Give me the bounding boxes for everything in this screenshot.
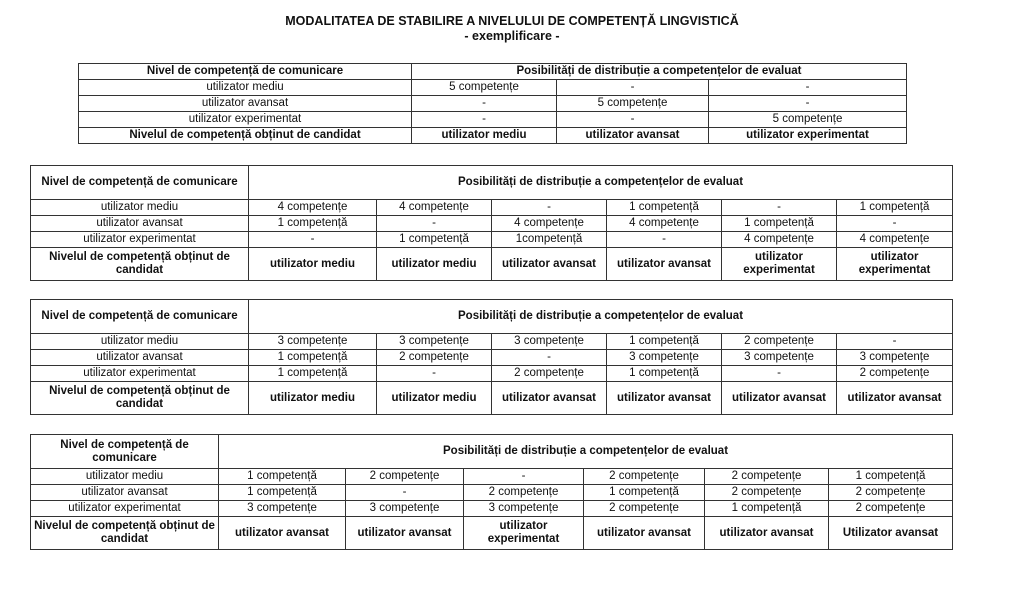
result-cell: utilizator experimentat (709, 128, 907, 144)
result-label: Nivelul de competență obținut de candidat (31, 382, 249, 415)
result-cell: utilizator avansat (492, 248, 607, 281)
result-cell: utilizator mediu (412, 128, 557, 144)
title-line-1: MODALITATEA DE STABILIRE A NIVELULUI DE COMPETENȚĂ LINGVISTICĂ (285, 14, 739, 28)
row-label: utilizator experimentat (31, 501, 219, 517)
table-row (31, 366, 953, 382)
table-cell: 2 competențe (722, 334, 837, 350)
result-row (31, 248, 953, 281)
table-cell: 1 competență (607, 200, 722, 216)
result-row (31, 517, 953, 550)
table-cell: 1 competență (829, 469, 953, 485)
table4-header-distribution: Posibilități de distribuție a competențelor de evaluat (219, 435, 953, 469)
row-label: utilizator avansat (31, 350, 249, 366)
table-cell: - (412, 96, 557, 112)
table-example-3 (30, 299, 953, 415)
row-label: utilizator experimentat (79, 112, 412, 128)
table-cell: 1 competență (722, 216, 837, 232)
table-cell: 1 competență (249, 216, 377, 232)
table-cell: 1 competență (249, 366, 377, 382)
row-label: utilizator experimentat (31, 366, 249, 382)
table-cell: 2 competențe (705, 469, 829, 485)
table-cell: 5 competențe (557, 96, 709, 112)
table-row (79, 112, 907, 128)
result-cell: utilizator avansat (607, 382, 722, 415)
result-cell: utilizator experimentat (722, 248, 837, 281)
result-cell: utilizator experimentat (464, 517, 584, 550)
result-cell: utilizator avansat (607, 248, 722, 281)
table-cell: 1 competență (377, 232, 492, 248)
table3-header-distribution: Posibilități de distribuție a competențelor de evaluat (249, 300, 953, 334)
table-cell: 2 competențe (837, 366, 953, 382)
result-cell: utilizator avansat (492, 382, 607, 415)
table-cell: - (709, 96, 907, 112)
table-cell: 2 competențe (829, 501, 953, 517)
table-cell: 1 competență (249, 350, 377, 366)
row-label: utilizator mediu (79, 80, 412, 96)
row-label: utilizator avansat (31, 485, 219, 501)
table-cell: - (492, 350, 607, 366)
table-cell: 1 competență (584, 485, 705, 501)
table-cell: 3 competențe (722, 350, 837, 366)
table-cell: 1 competență (219, 469, 346, 485)
table1-header-distribution: Posibilități de distribuție a competențelor de evaluat (412, 64, 907, 80)
table-cell: 3 competențe (837, 350, 953, 366)
table-cell: 4 competențe (837, 232, 953, 248)
table-example-4 (30, 434, 953, 550)
table4-header-level: Nivel de competență de comunicare (31, 435, 219, 469)
result-cell: Utilizator avansat (829, 517, 953, 550)
table-cell: - (557, 80, 709, 96)
result-row (79, 128, 907, 144)
table-row (31, 200, 953, 216)
row-label: utilizator avansat (31, 216, 249, 232)
table-cell: 3 competențe (346, 501, 464, 517)
result-cell: utilizator avansat (584, 517, 705, 550)
row-label: utilizator mediu (31, 469, 219, 485)
table-row (31, 232, 953, 248)
table-example-1 (78, 63, 907, 144)
row-label: utilizator avansat (79, 96, 412, 112)
result-cell: utilizator avansat (557, 128, 709, 144)
table-cell: 4 competențe (249, 200, 377, 216)
table-cell: - (492, 200, 607, 216)
table-cell: - (837, 334, 953, 350)
table-cell: - (837, 216, 953, 232)
table-cell: - (464, 469, 584, 485)
result-label: Nivelul de competență obținut de candidat (31, 248, 249, 281)
table1-header-level: Nivel de competență de comunicare (79, 64, 412, 80)
table-cell: - (557, 112, 709, 128)
table-cell: 2 competențe (346, 469, 464, 485)
table-cell: - (709, 80, 907, 96)
title-line-2: - exemplificare - (464, 29, 560, 43)
table-cell: - (412, 112, 557, 128)
result-cell: utilizator avansat (219, 517, 346, 550)
table-cell: - (607, 232, 722, 248)
table-cell: 4 competențe (607, 216, 722, 232)
table-row (79, 96, 907, 112)
table-cell: 3 competențe (219, 501, 346, 517)
result-cell: utilizator avansat (837, 382, 953, 415)
table-row (31, 485, 953, 501)
table-cell: 2 competențe (464, 485, 584, 501)
table-row (31, 501, 953, 517)
table-row (31, 350, 953, 366)
table-cell: - (346, 485, 464, 501)
row-label: utilizator mediu (31, 200, 249, 216)
result-cell: utilizator avansat (346, 517, 464, 550)
table-cell: 3 competențe (249, 334, 377, 350)
table2-header-level: Nivel de competență de comunicare (31, 166, 249, 200)
table-cell: 2 competențe (584, 469, 705, 485)
result-cell: utilizator avansat (705, 517, 829, 550)
table-row (31, 334, 953, 350)
result-cell: utilizator mediu (249, 248, 377, 281)
table-cell: 1 competență (705, 501, 829, 517)
table-cell: 4 competențe (722, 232, 837, 248)
result-cell: utilizator mediu (377, 382, 492, 415)
table2-header-distribution: Posibilități de distribuție a competențelor de evaluat (249, 166, 953, 200)
table-cell: 2 competențe (377, 350, 492, 366)
table-cell: 1 competență (219, 485, 346, 501)
result-cell: utilizator mediu (249, 382, 377, 415)
table-cell: 2 competențe (705, 485, 829, 501)
table-cell: 1 competență (607, 334, 722, 350)
table-cell: 3 competențe (377, 334, 492, 350)
table-cell: 1 competență (837, 200, 953, 216)
table-cell: - (722, 200, 837, 216)
table-cell: - (722, 366, 837, 382)
row-label: utilizator mediu (31, 334, 249, 350)
table-cell: - (377, 216, 492, 232)
result-row (31, 382, 953, 415)
result-label: Nivelul de competență obținut de candidat (79, 128, 412, 144)
table-example-2 (30, 165, 953, 281)
table-cell: - (377, 366, 492, 382)
result-cell: utilizator mediu (377, 248, 492, 281)
table3-header-level: Nivel de competență de comunicare (31, 300, 249, 334)
result-cell: utilizator experimentat (837, 248, 953, 281)
result-cell: utilizator avansat (722, 382, 837, 415)
table-row (31, 469, 953, 485)
table-cell: 1competență (492, 232, 607, 248)
table-cell: 2 competențe (492, 366, 607, 382)
table-cell: 3 competențe (492, 334, 607, 350)
row-label: utilizator experimentat (31, 232, 249, 248)
result-label: Nivelul de competență obținut de candidat (31, 517, 219, 550)
page-title (0, 14, 1024, 44)
table-cell: 2 competențe (584, 501, 705, 517)
table-row (31, 216, 953, 232)
table-row (79, 80, 907, 96)
table-cell: 2 competențe (829, 485, 953, 501)
table-cell: 3 competențe (607, 350, 722, 366)
table-cell: 5 competențe (709, 112, 907, 128)
table-cell: 4 competențe (377, 200, 492, 216)
table-cell: 4 competențe (492, 216, 607, 232)
table-cell: 3 competențe (464, 501, 584, 517)
table-cell: 1 competență (607, 366, 722, 382)
table-cell: 5 competențe (412, 80, 557, 96)
table-cell: - (249, 232, 377, 248)
